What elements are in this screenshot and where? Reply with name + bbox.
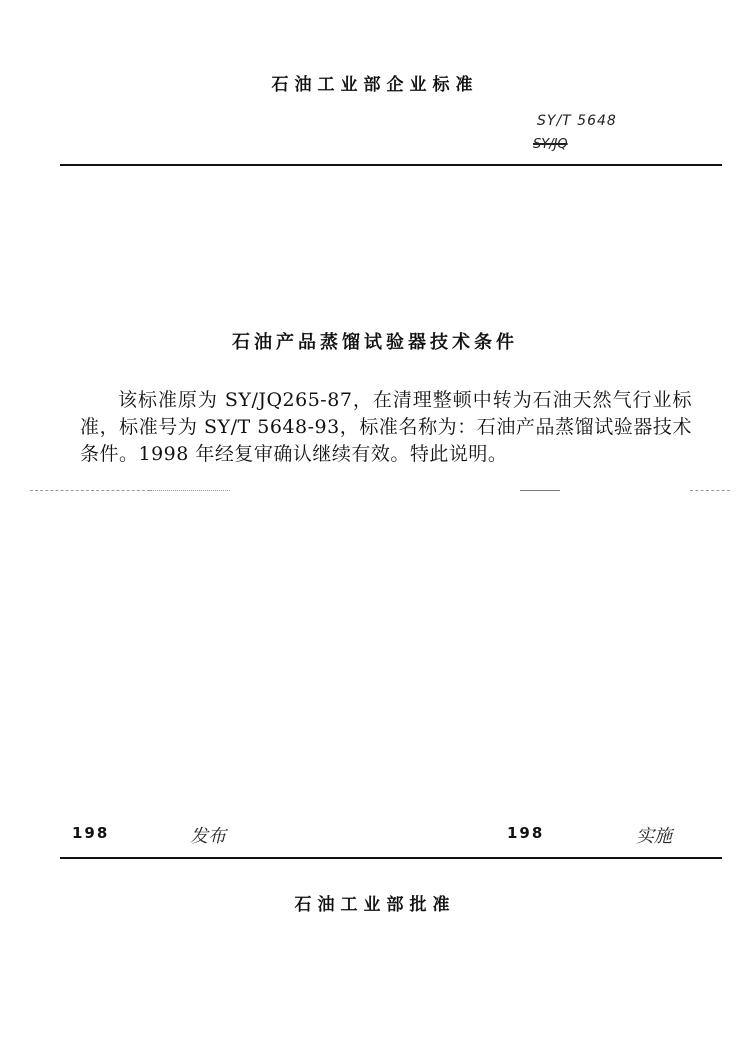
standard-code-handwritten: SY/T 5648 [537, 113, 617, 129]
footer-divider [60, 857, 722, 859]
standard-code-struck: SY/JQ [533, 137, 568, 152]
approver-heading: 石油工业部批准 [294, 895, 456, 915]
implement-year: 198 [507, 824, 545, 842]
scan-artifact-line [520, 490, 560, 491]
scan-artifact-line [30, 490, 150, 491]
issue-label: 发布 [190, 826, 226, 847]
notice-paragraph: 该标准原为 SY/JQ265-87，在清理整顿中转为石油天然气行业标准，标准号为 SY/T 5648-93，标准名称为：石油产品蒸馏试验器技术条件。1998 年经复审确认继续有效。特此说明。 [80, 389, 692, 465]
standard-org-heading: 石油工业部企业标准 [271, 75, 479, 95]
header-divider [60, 164, 722, 166]
issue-year: 198 [72, 824, 110, 842]
scan-artifact-line [150, 490, 230, 491]
implement-label: 实施 [636, 826, 672, 847]
scan-artifact-line [690, 490, 730, 491]
document-title: 石油产品蒸馏试验器技术条件 [232, 332, 518, 353]
